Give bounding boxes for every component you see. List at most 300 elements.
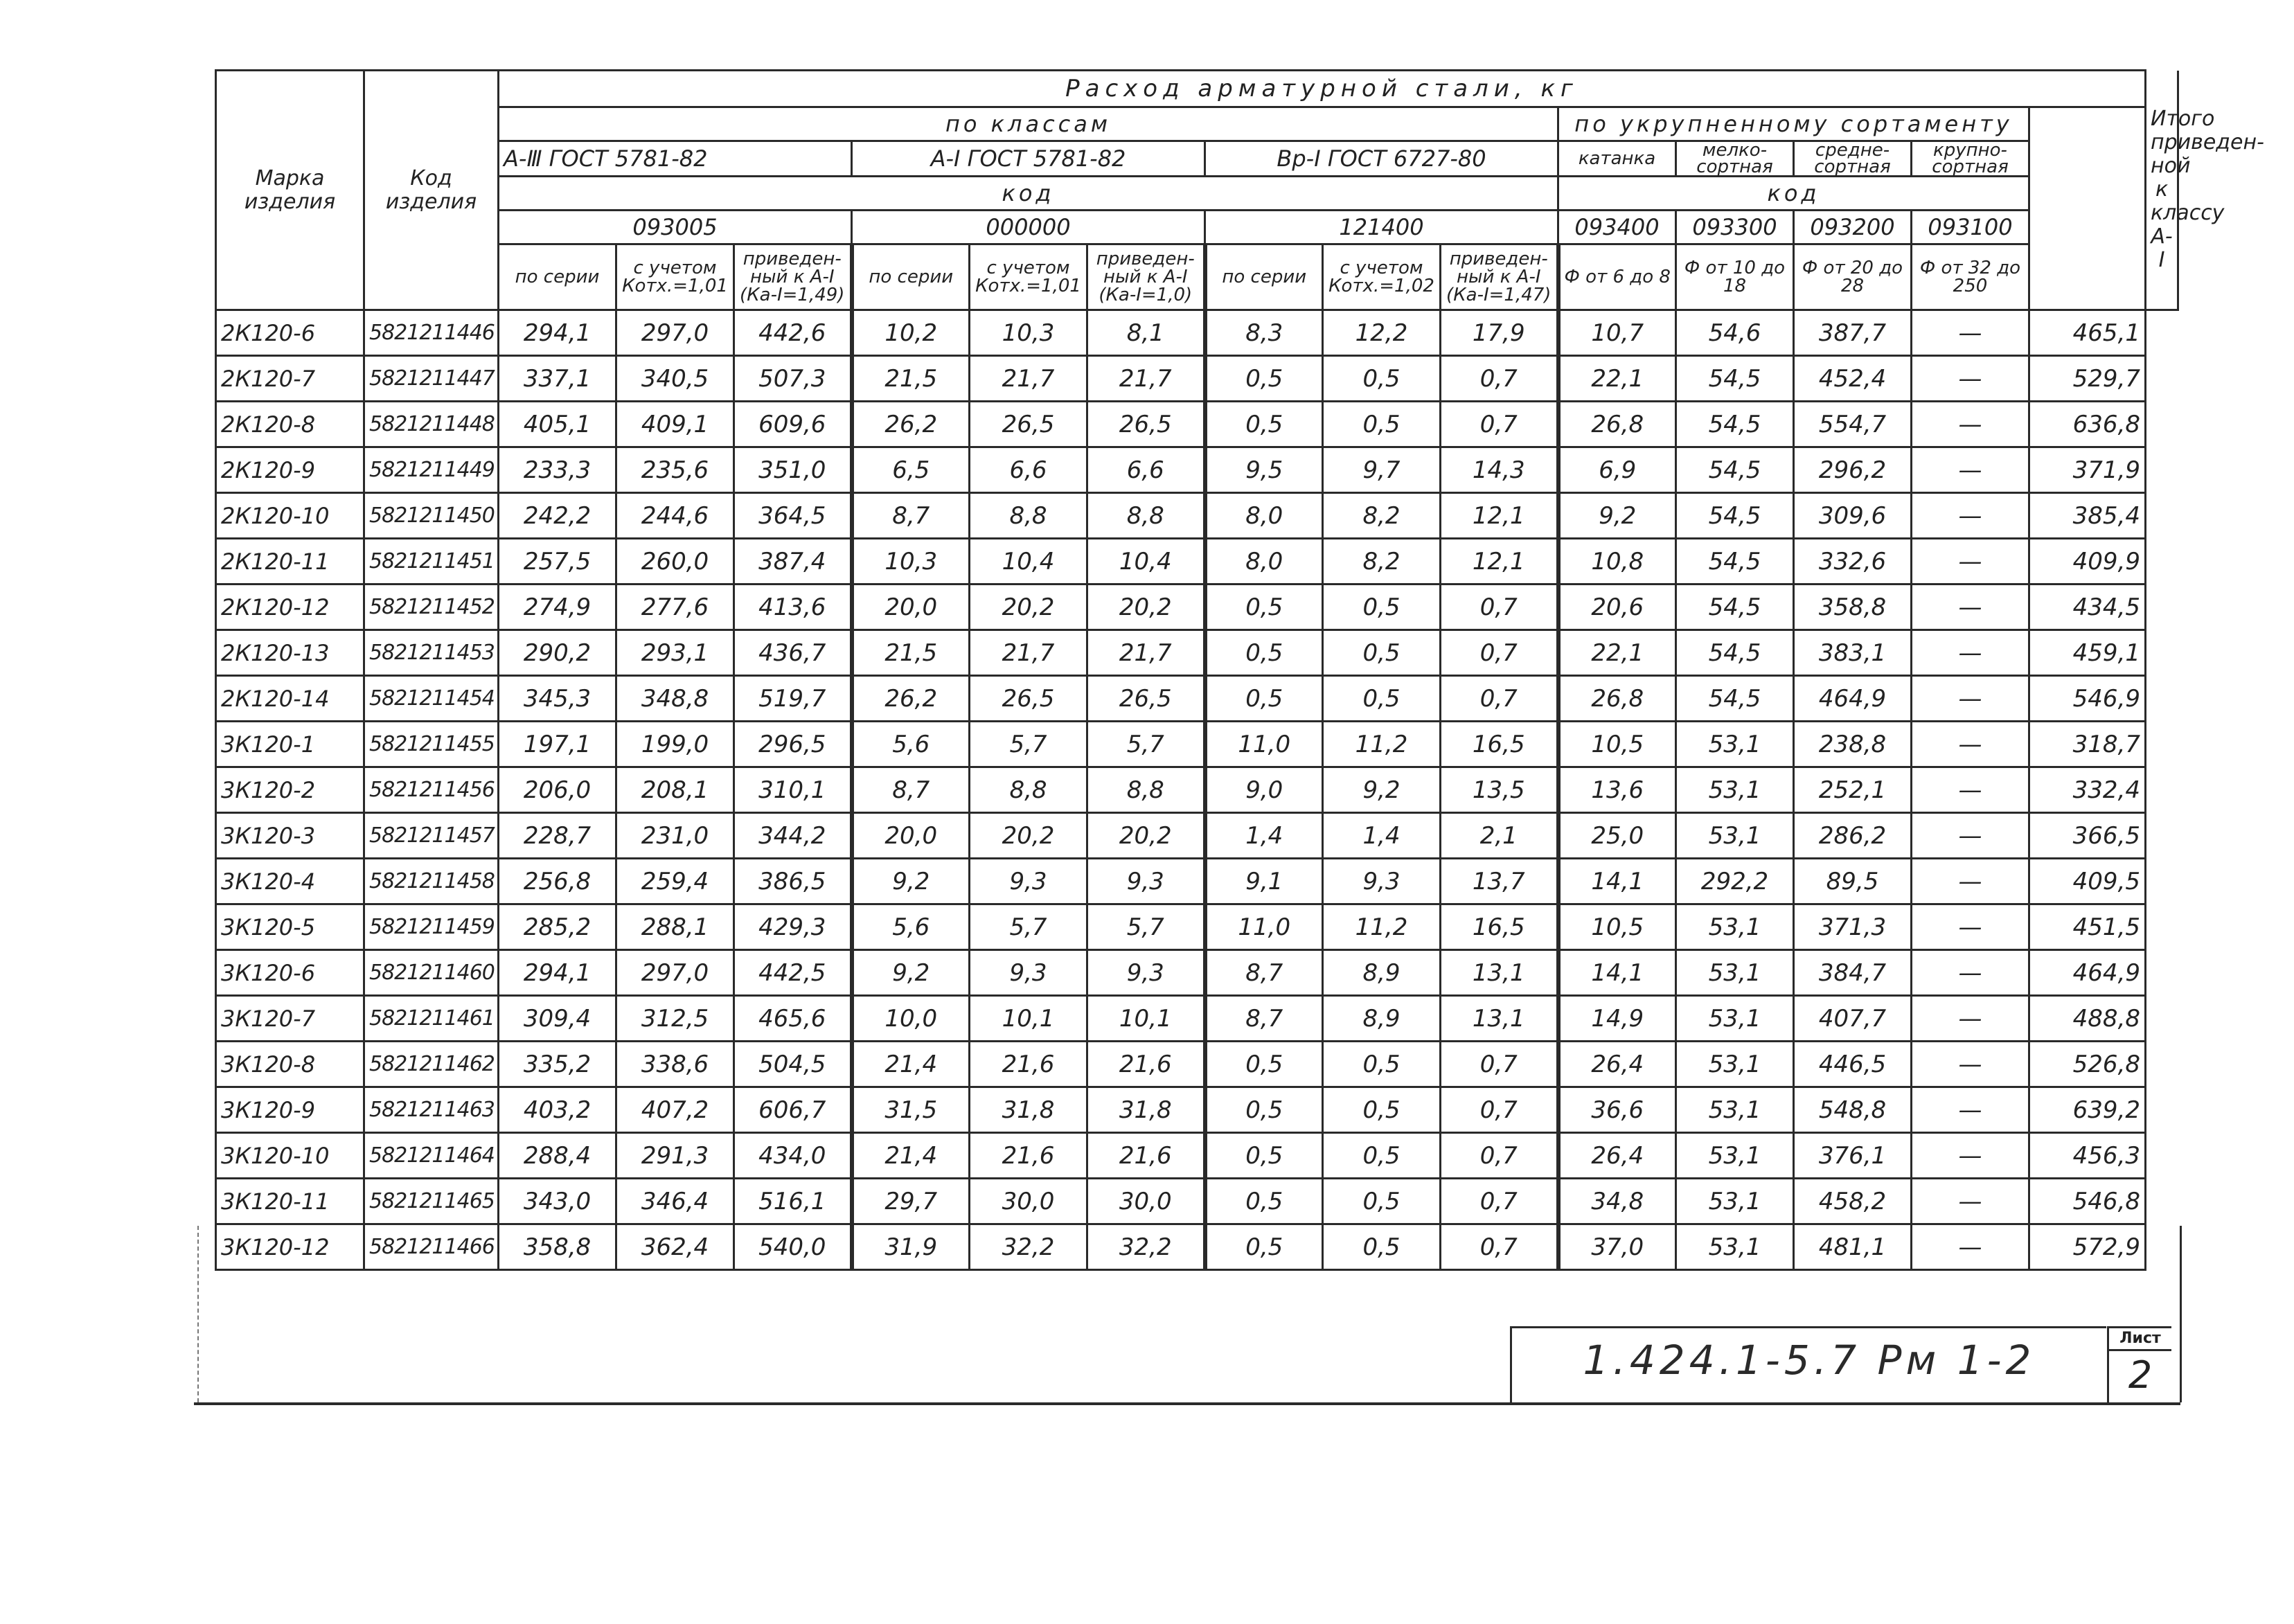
code-a1: 000000 [852,211,1205,244]
cell-vr-kotx: 0,5 [1323,1042,1441,1087]
code-sredne: 093200 [1794,211,1912,244]
cell-vr-reduced: 0,7 [1441,356,1558,402]
cell-a3-series: 285,2 [499,904,616,950]
cell-a1-series: 20,0 [852,585,970,630]
cell-a1-kotx: 21,6 [970,1133,1087,1179]
cell-a3-kotx: 244,6 [616,493,734,539]
code-katanka: 093400 [1558,211,1676,244]
cell-marka: 3К120-6 [216,950,364,996]
code-vr1: 121400 [1205,211,1558,244]
cell-sredne: 332,6 [1794,539,1912,585]
cell-a3-kotx: 259,4 [616,859,734,904]
cell-a3-reduced: 504,5 [734,1042,852,1087]
cell-marka: 3К120-1 [216,722,364,767]
cell-a1-kotx: 5,7 [970,722,1087,767]
cell-sredne: 309,6 [1794,493,1912,539]
cell-krupno: — [1912,1179,2029,1224]
cell-a1-reduced: 32,2 [1087,1224,1205,1270]
header-katanka: катанка [1558,141,1676,177]
cell-kod: 5821211446 [364,310,499,356]
cell-vr-series: 0,5 [1205,1087,1323,1133]
cell-marka: 3К120-11 [216,1179,364,1224]
cell-a3-series: 343,0 [499,1179,616,1224]
cell-total: 318,7 [2029,722,2146,767]
cell-vr-series: 0,5 [1205,1133,1323,1179]
cell-vr-kotx: 8,2 [1323,493,1441,539]
cell-a1-series: 21,4 [852,1042,970,1087]
cell-a1-reduced: 26,5 [1087,676,1205,722]
cell-a3-reduced: 519,7 [734,676,852,722]
cell-a1-series: 10,3 [852,539,970,585]
cell-marka: 3К120-4 [216,859,364,904]
cell-total: 371,9 [2029,447,2146,493]
cell-a1-kotx: 9,3 [970,950,1087,996]
cell-sredne: 464,9 [1794,676,1912,722]
cell-a1-series: 31,5 [852,1087,970,1133]
cell-melko: 53,1 [1676,767,1794,813]
cell-sredne: 387,7 [1794,310,1912,356]
cell-katanka: 26,8 [1558,676,1676,722]
cell-a1-reduced: 9,3 [1087,950,1205,996]
cell-sredne: 458,2 [1794,1179,1912,1224]
subheader-melko-dia: Ф от 10 до 18 [1676,244,1794,310]
cell-marka: 3К120-9 [216,1087,364,1133]
cell-vr-kotx: 0,5 [1323,676,1441,722]
cell-a1-series: 21,5 [852,356,970,402]
header-class-vr1: Вр-Ⅰ ГОСТ 6727-80 [1205,141,1558,177]
cell-kod: 5821211456 [364,767,499,813]
cell-melko: 54,5 [1676,539,1794,585]
cell-katanka: 34,8 [1558,1179,1676,1224]
cell-a3-reduced: 310,1 [734,767,852,813]
cell-vr-reduced: 0,7 [1441,630,1558,676]
cell-vr-series: 0,5 [1205,356,1323,402]
cell-a3-kotx: 231,0 [616,813,734,859]
cell-katanka: 26,4 [1558,1133,1676,1179]
cell-a3-reduced: 442,6 [734,310,852,356]
cell-melko: 54,6 [1676,310,1794,356]
cell-vr-kotx: 8,9 [1323,996,1441,1042]
cell-a3-reduced: 386,5 [734,859,852,904]
subheader-krupno-dia: Ф от 32 до 250 [1912,244,2029,310]
cell-katanka: 9,2 [1558,493,1676,539]
title-block [1510,1326,2106,1404]
cell-krupno: — [1912,1087,2029,1133]
cell-a1-series: 8,7 [852,767,970,813]
cell-vr-series: 8,7 [1205,996,1323,1042]
cell-kod: 5821211452 [364,585,499,630]
cell-a3-series: 290,2 [499,630,616,676]
cell-kod: 5821211465 [364,1179,499,1224]
cell-kod: 5821211463 [364,1087,499,1133]
cell-a3-kotx: 277,6 [616,585,734,630]
cell-katanka: 10,5 [1558,904,1676,950]
cell-kod: 5821211462 [364,1042,499,1087]
cell-vr-reduced: 12,1 [1441,493,1558,539]
cell-marka: 2К120-9 [216,447,364,493]
cell-a3-kotx: 288,1 [616,904,734,950]
cell-a3-kotx: 346,4 [616,1179,734,1224]
cell-sredne: 554,7 [1794,402,1912,447]
cell-kod: 5821211460 [364,950,499,996]
cell-sredne: 481,1 [1794,1224,1912,1270]
cell-vr-kotx: 8,9 [1323,950,1441,996]
cell-a3-series: 206,0 [499,767,616,813]
cell-a3-reduced: 364,5 [734,493,852,539]
cell-vr-series: 8,3 [1205,310,1323,356]
cell-vr-kotx: 0,5 [1323,1179,1441,1224]
header-krupno: крупно-сортная [1912,141,2029,177]
table-row [216,859,2178,904]
cell-vr-reduced: 13,5 [1441,767,1558,813]
cell-kod: 5821211455 [364,722,499,767]
cell-a1-kotx: 21,7 [970,356,1087,402]
cell-a1-series: 9,2 [852,950,970,996]
cell-vr-series: 0,5 [1205,1224,1323,1270]
table-row [216,310,2178,356]
cell-katanka: 10,7 [1558,310,1676,356]
cell-krupno: — [1912,1042,2029,1087]
cell-sredne: 446,5 [1794,1042,1912,1087]
cell-vr-kotx: 9,7 [1323,447,1441,493]
cell-a1-series: 9,2 [852,859,970,904]
cell-melko: 53,1 [1676,1133,1794,1179]
cell-marka: 3К120-10 [216,1133,364,1179]
cell-a1-series: 6,5 [852,447,970,493]
cell-a1-series: 21,4 [852,1133,970,1179]
cell-krupno: — [1912,630,2029,676]
cell-krupno: — [1912,813,2029,859]
table-row [216,1087,2178,1133]
cell-marka: 3К120-12 [216,1224,364,1270]
cell-kod: 5821211457 [364,813,499,859]
cell-a1-reduced: 8,1 [1087,310,1205,356]
sheet-number-box [2107,1326,2171,1404]
cell-a1-series: 21,5 [852,630,970,676]
cell-katanka: 14,1 [1558,859,1676,904]
cell-melko: 53,1 [1676,1042,1794,1087]
cell-a3-series: 309,4 [499,996,616,1042]
cell-total: 639,2 [2029,1087,2146,1133]
cell-a3-kotx: 291,3 [616,1133,734,1179]
cell-katanka: 6,9 [1558,447,1676,493]
cell-a1-reduced: 21,7 [1087,630,1205,676]
cell-a1-reduced: 20,2 [1087,813,1205,859]
cell-vr-reduced: 0,7 [1441,676,1558,722]
cell-katanka: 37,0 [1558,1224,1676,1270]
cell-krupno: — [1912,676,2029,722]
cell-vr-kotx: 11,2 [1323,722,1441,767]
cell-a3-series: 335,2 [499,1042,616,1087]
table-row [216,904,2178,950]
cell-a1-reduced: 31,8 [1087,1087,1205,1133]
cell-total: 456,3 [2029,1133,2146,1179]
cell-a3-reduced: 413,6 [734,585,852,630]
header-class-a3: А-Ⅲ ГОСТ 5781-82 [499,141,852,177]
cell-a3-series: 257,5 [499,539,616,585]
header-spacer [2029,211,2146,244]
cell-a3-series: 345,3 [499,676,616,722]
cell-melko: 53,1 [1676,813,1794,859]
cell-vr-kotx: 8,2 [1323,539,1441,585]
cell-a3-reduced: 507,3 [734,356,852,402]
cell-total: 636,8 [2029,402,2146,447]
cell-katanka: 36,6 [1558,1087,1676,1133]
cell-a1-kotx: 10,4 [970,539,1087,585]
cell-katanka: 14,9 [1558,996,1676,1042]
cell-marka: 2К120-12 [216,585,364,630]
cell-total: 546,9 [2029,676,2146,722]
cell-vr-reduced: 0,7 [1441,1042,1558,1087]
cell-total: 526,8 [2029,1042,2146,1087]
subheader-a1-kotx: с учетом Котх.=1,01 [970,244,1087,310]
cell-melko: 53,1 [1676,722,1794,767]
cell-a3-series: 256,8 [499,859,616,904]
subheader-vr-reduced: приведен-ный к А-Ⅰ (Ка-Ⅰ=1,47) [1441,244,1558,310]
cell-melko: 53,1 [1676,1224,1794,1270]
cell-marka: 2К120-6 [216,310,364,356]
cell-vr-series: 8,0 [1205,493,1323,539]
cell-a3-reduced: 351,0 [734,447,852,493]
table-row [216,813,2178,859]
header-marka: Марка изделия [216,71,364,310]
cell-a1-reduced: 9,3 [1087,859,1205,904]
cell-katanka: 13,6 [1558,767,1676,813]
cell-katanka: 22,1 [1558,630,1676,676]
cell-a3-kotx: 260,0 [616,539,734,585]
cell-vr-kotx: 0,5 [1323,1224,1441,1270]
subheader-a3-series: по серии [499,244,616,310]
cell-melko: 54,5 [1676,493,1794,539]
subheader-a1-series: по серии [852,244,970,310]
cell-total: 366,5 [2029,813,2146,859]
cell-a1-reduced: 21,6 [1087,1042,1205,1087]
cell-a1-reduced: 8,8 [1087,493,1205,539]
cell-sredne: 371,3 [1794,904,1912,950]
cell-a3-series: 242,2 [499,493,616,539]
cell-a3-reduced: 540,0 [734,1224,852,1270]
cell-krupno: — [1912,539,2029,585]
cell-katanka: 22,1 [1558,356,1676,402]
cell-total: 451,5 [2029,904,2146,950]
cell-vr-reduced: 12,1 [1441,539,1558,585]
cell-a3-series: 403,2 [499,1087,616,1133]
cell-katanka: 25,0 [1558,813,1676,859]
cell-a3-series: 337,1 [499,356,616,402]
cell-vr-reduced: 0,7 [1441,585,1558,630]
cell-a3-kotx: 409,1 [616,402,734,447]
cell-a1-reduced: 8,8 [1087,767,1205,813]
cell-sredne: 452,4 [1794,356,1912,402]
cell-a3-kotx: 297,0 [616,310,734,356]
header-sredne: средне-сортная [1794,141,1912,177]
cell-a3-kotx: 293,1 [616,630,734,676]
header-total: Итого приведен-ной к классу А-Ⅰ [2146,71,2178,310]
cell-vr-series: 9,0 [1205,767,1323,813]
cell-a1-reduced: 5,7 [1087,904,1205,950]
cell-sredne: 238,8 [1794,722,1912,767]
cell-a1-series: 29,7 [852,1179,970,1224]
cell-vr-kotx: 0,5 [1323,402,1441,447]
table-row [216,1133,2178,1179]
cell-krupno: — [1912,585,2029,630]
cell-vr-series: 9,5 [1205,447,1323,493]
cell-kod: 5821211458 [364,859,499,904]
cell-krupno: — [1912,859,2029,904]
cell-a1-series: 8,7 [852,493,970,539]
cell-a1-reduced: 30,0 [1087,1179,1205,1224]
cell-a1-reduced: 21,6 [1087,1133,1205,1179]
cell-melko: 292,2 [1676,859,1794,904]
cell-a1-reduced: 10,1 [1087,996,1205,1042]
table-row [216,950,2178,996]
cell-vr-kotx: 0,5 [1323,630,1441,676]
cell-total: 572,9 [2029,1224,2146,1270]
cell-melko: 54,5 [1676,630,1794,676]
table-row [216,630,2178,676]
cell-a1-kotx: 9,3 [970,859,1087,904]
cell-a3-series: 228,7 [499,813,616,859]
cell-a3-series: 358,8 [499,1224,616,1270]
cell-vr-series: 0,5 [1205,1179,1323,1224]
cell-sredne: 383,1 [1794,630,1912,676]
cell-vr-reduced: 0,7 [1441,1179,1558,1224]
subheader-vr-kotx: с учетом Котх.=1,02 [1323,244,1441,310]
header-melko: мелко-сортная [1676,141,1794,177]
cell-melko: 54,5 [1676,585,1794,630]
cell-vr-reduced: 2,1 [1441,813,1558,859]
cell-melko: 53,1 [1676,904,1794,950]
cell-marka: 3К120-3 [216,813,364,859]
cell-total: 434,5 [2029,585,2146,630]
cell-vr-reduced: 16,5 [1441,904,1558,950]
header-spacer [2029,141,2146,177]
cell-marka: 2К120-7 [216,356,364,402]
cell-katanka: 26,4 [1558,1042,1676,1087]
cell-vr-reduced: 0,7 [1441,1087,1558,1133]
table-body [216,310,2178,1270]
cell-a1-kotx: 32,2 [970,1224,1087,1270]
cell-marka: 2К120-8 [216,402,364,447]
cell-vr-series: 8,0 [1205,539,1323,585]
cell-kod: 5821211453 [364,630,499,676]
cell-katanka: 26,8 [1558,402,1676,447]
cell-vr-reduced: 13,7 [1441,859,1558,904]
cell-marka: 2К120-11 [216,539,364,585]
cell-krupno: — [1912,402,2029,447]
cell-a1-kotx: 21,6 [970,1042,1087,1087]
cell-marka: 3К120-8 [216,1042,364,1087]
cell-kod: 5821211466 [364,1224,499,1270]
cell-katanka: 20,6 [1558,585,1676,630]
cell-krupno: — [1912,996,2029,1042]
cell-vr-reduced: 0,7 [1441,402,1558,447]
cell-a3-kotx: 235,6 [616,447,734,493]
table-row [216,402,2178,447]
cell-sredne: 296,2 [1794,447,1912,493]
cell-a1-reduced: 21,7 [1087,356,1205,402]
cell-kod: 5821211448 [364,402,499,447]
cell-a1-kotx: 20,2 [970,585,1087,630]
cell-a1-kotx: 20,2 [970,813,1087,859]
cell-vr-series: 8,7 [1205,950,1323,996]
cell-vr-reduced: 0,7 [1441,1133,1558,1179]
cell-vr-series: 11,0 [1205,722,1323,767]
cell-a3-kotx: 208,1 [616,767,734,813]
cell-sredne: 548,8 [1794,1087,1912,1133]
cell-melko: 54,5 [1676,356,1794,402]
cell-total: 546,8 [2029,1179,2146,1224]
cell-a3-reduced: 387,4 [734,539,852,585]
cell-a1-kotx: 10,3 [970,310,1087,356]
cell-sredne: 286,2 [1794,813,1912,859]
header-title: Расход арматурной стали, кг [499,71,2146,107]
cell-krupno: — [1912,447,2029,493]
table-row [216,1042,2178,1087]
sheet-label: Лист [2109,1328,2171,1351]
cell-marka: 2К120-10 [216,493,364,539]
cell-a3-reduced: 296,5 [734,722,852,767]
document-number: 1.424.1-5.7 Рм 1-2 [1583,1337,2036,1384]
cell-melko: 53,1 [1676,1179,1794,1224]
cell-vr-reduced: 14,3 [1441,447,1558,493]
cell-vr-kotx: 12,2 [1323,310,1441,356]
cell-vr-kotx: 9,3 [1323,859,1441,904]
cell-vr-series: 0,5 [1205,676,1323,722]
sheet-number: 2 [2128,1353,2153,1397]
header-spacer [2029,107,2146,141]
header-by-classes: по классам [499,107,1558,141]
cell-a3-kotx: 312,5 [616,996,734,1042]
subheader-a1-reduced: приведен-ный к А-Ⅰ (Ка-Ⅰ=1,0) [1087,244,1205,310]
cell-vr-kotx: 0,5 [1323,585,1441,630]
header-spacer [2029,244,2146,310]
cell-melko: 53,1 [1676,996,1794,1042]
cell-a3-reduced: 434,0 [734,1133,852,1179]
cell-a3-kotx: 348,8 [616,676,734,722]
cell-krupno: — [1912,356,2029,402]
subheader-vr-series: по серии [1205,244,1323,310]
cell-a1-kotx: 10,1 [970,996,1087,1042]
cell-a1-kotx: 30,0 [970,1179,1087,1224]
cell-sredne: 384,7 [1794,950,1912,996]
subheader-a3-kotx: с учетом Котх.=1,01 [616,244,734,310]
cell-total: 464,9 [2029,950,2146,996]
cell-a3-series: 197,1 [499,722,616,767]
cell-a3-kotx: 340,5 [616,356,734,402]
cell-a1-kotx: 8,8 [970,767,1087,813]
table-row [216,585,2178,630]
cell-vr-kotx: 0,5 [1323,1087,1441,1133]
cell-kod: 5821211464 [364,1133,499,1179]
cell-a3-series: 288,4 [499,1133,616,1179]
cell-krupno: — [1912,493,2029,539]
subheader-a3-reduced: приведен-ный к А-Ⅰ (Ка-Ⅰ=1,49) [734,244,852,310]
cell-sredne: 89,5 [1794,859,1912,904]
cell-vr-series: 9,1 [1205,859,1323,904]
header-by-assortment: по укрупненному сортаменту [1558,107,2029,141]
cell-total: 409,9 [2029,539,2146,585]
cell-a3-series: 233,3 [499,447,616,493]
cell-a3-reduced: 516,1 [734,1179,852,1224]
cell-a1-series: 20,0 [852,813,970,859]
header-spacer [2029,177,2146,211]
header-kod-label: код [1558,177,2029,211]
cell-a3-kotx: 338,6 [616,1042,734,1087]
table-row [216,493,2178,539]
cell-a1-kotx: 26,5 [970,402,1087,447]
cell-a3-reduced: 609,6 [734,402,852,447]
